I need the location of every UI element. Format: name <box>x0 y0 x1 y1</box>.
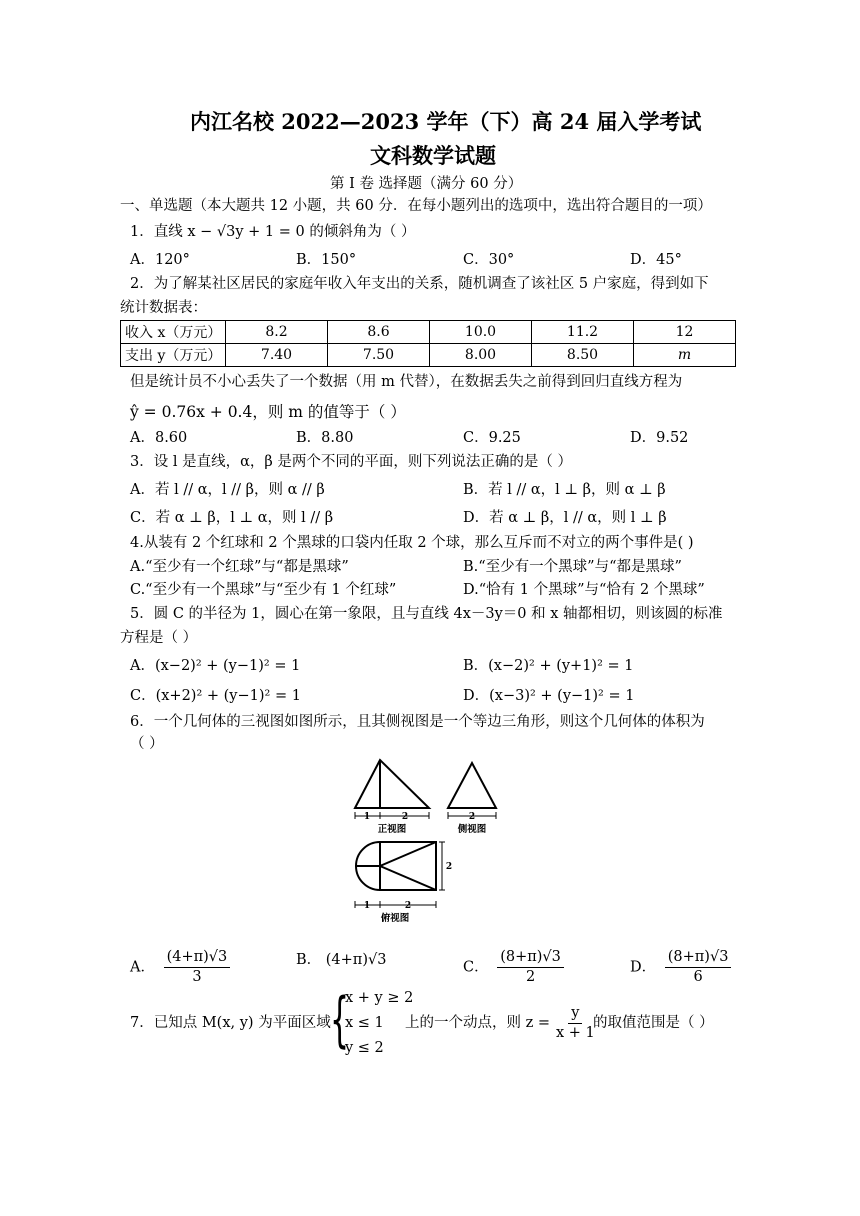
numerator: (8+π)√3 <box>497 948 564 968</box>
q2-stem-line2: 统计数据表： <box>120 300 207 316</box>
q4-option-b: B.“至少有一个黑球”与“都是黑球” <box>463 559 682 575</box>
q7-stem-pre: 7．已知点 M(x, y) 为平面区域 <box>130 1015 331 1031</box>
q6-option-c <box>463 948 564 987</box>
page-title: 内江名校 2022—2023 学年（下）高 24 届入学考试 <box>190 109 702 134</box>
q5-option-c: C．(x+2)² + (y−1)² = 1 <box>130 688 301 704</box>
q6-stem-line1: 6．一个几何体的三视图如图所示，且其侧视图是一个等边三角形，则这个几何体的体积为 <box>130 714 705 730</box>
table-cell: m <box>634 344 736 367</box>
q4-option-a: A.“至少有一个红球”与“都是黑球” <box>130 559 349 575</box>
q7-constraint-2: x ≤ 1 <box>345 1015 384 1031</box>
page-subtitle: 文科数学试题 <box>370 143 496 168</box>
table-cell: 8.6 <box>328 321 430 344</box>
table-cell: 12 <box>634 321 736 344</box>
front-view-label: 正视图 <box>377 824 407 835</box>
numerator: (8+π)√3 <box>665 948 732 968</box>
part-heading: 第 I 卷 选择题（满分 60 分） <box>330 176 523 192</box>
q6-option-c-frac <box>497 948 564 987</box>
q3-option-b: B．若 l // α，l ⊥ β，则 α ⊥ β <box>463 482 666 498</box>
top-dim-height: 2 <box>445 862 453 872</box>
denominator: 2 <box>525 969 536 985</box>
q2-stem-line4: ŷ = 0.76x + 0.4，则 m 的值等于（ ） <box>130 403 406 421</box>
top-view <box>355 842 436 890</box>
q6-option-b <box>296 950 386 970</box>
front-view <box>355 760 429 808</box>
q5-option-d: D．(x−3)² + (y−1)² = 1 <box>463 688 635 704</box>
denominator: x + 1 <box>556 1025 595 1041</box>
q5-option-b: B．(x−2)² + (y+1)² = 1 <box>463 658 634 674</box>
q2-option-c: C．9.25 <box>463 430 521 446</box>
table-row-header: 支出 y（万元） <box>121 344 226 367</box>
top-view-label: 俯视图 <box>380 913 410 924</box>
table-row-header: 收入 x（万元） <box>121 321 226 344</box>
q6-option-b-label: B． <box>296 952 322 968</box>
q1-option-b: B．150° <box>296 252 357 268</box>
q4-option-c: C.“至少有一个黑球”与“至少有 1 个红球” <box>130 582 397 598</box>
numerator: y <box>568 1004 582 1024</box>
q1-option-a: A．120° <box>130 252 190 268</box>
side-view-label: 侧视图 <box>457 824 487 835</box>
side-view <box>448 763 496 808</box>
q6-option-d <box>630 948 731 987</box>
data-table <box>120 320 736 367</box>
q1-option-c: C．30° <box>463 252 515 268</box>
q7-stem-mid: 上的一个动点，则 z = <box>405 1015 551 1031</box>
table-row <box>121 344 736 367</box>
table-cell: 10.0 <box>430 321 532 344</box>
front-dim-1: 1 <box>363 812 371 822</box>
table-cell: 11.2 <box>532 321 634 344</box>
q6-option-b-value: (4+π)√3 <box>325 952 387 968</box>
q7-stem-post: 的取值范围是（ ） <box>593 1015 714 1031</box>
q2-stem-line3: 但是统计员不小心丢失了一个数据（用 m 代替），在数据丢失之前得到回归直线方程为 <box>130 374 683 390</box>
system-brace: { <box>330 985 350 1055</box>
q5-stem-line1: 5．圆 C 的半径为 1，圆心在第一象限，且与直线 4x－3y＝0 和 x 轴都相切，则该圆的标准 <box>130 606 723 622</box>
q2-option-a: A．8.60 <box>130 430 188 446</box>
q6-option-a-frac <box>164 948 231 987</box>
top-dim-2: 2 <box>404 901 412 911</box>
q3-stem: 3．设 l 是直线，α，β 是两个不同的平面，则下列说法正确的是（ ） <box>130 454 572 470</box>
q1-stem: 1．直线 x − √3y + 1 = 0 的倾斜角为（ ） <box>130 224 416 240</box>
q2-option-d: D．9.52 <box>630 430 689 446</box>
q2-stem-line1: 2．为了解某社区居民的家庭年收入年支出的关系，随机调查了该社区 5 户家庭，得到如下 <box>130 276 709 292</box>
q4-stem: 4.从装有 2 个红球和 2 个黑球的口袋内任取 2 个球，那么互斥而不对立的两个事件是( ) <box>130 535 694 551</box>
z-fraction <box>553 1004 598 1043</box>
section-heading: 一、单选题（本大题共 12 小题，共 60 分．在每小题列出的选项中，选出符合题目的一项） <box>120 198 712 214</box>
q6-option-a-label: A． <box>130 959 155 976</box>
denominator: 6 <box>693 969 703 985</box>
q7-constraint-1: x + y ≥ 2 <box>345 990 414 1006</box>
q6-option-a <box>130 948 230 987</box>
numerator: (4+π)√3 <box>164 948 231 968</box>
denominator: 3 <box>192 969 202 985</box>
q6-option-c-label: C． <box>463 959 489 976</box>
q3-option-a: A．若 l // α，l // β，则 α // β <box>130 482 325 498</box>
table-cell: 7.40 <box>226 344 328 367</box>
q6-option-d-frac <box>665 948 732 987</box>
side-dim-2: 2 <box>468 812 476 822</box>
q5-option-a: A．(x−2)² + (y−1)² = 1 <box>130 658 301 674</box>
q4-option-d: D.“恰有 1 个黑球”与“恰有 2 个黑球” <box>463 582 705 598</box>
top-dim-1: 1 <box>363 901 371 911</box>
front-dim-2: 2 <box>401 812 409 822</box>
q3-option-d: D．若 α ⊥ β，l // α，则 l ⊥ β <box>463 510 667 526</box>
q7-fraction <box>553 1004 598 1043</box>
table-cell: 8.50 <box>532 344 634 367</box>
q2-option-b: B．8.80 <box>296 430 354 446</box>
table-cell: 7.50 <box>328 344 430 367</box>
table-cell: 8.2 <box>226 321 328 344</box>
q6-option-d-label: D． <box>630 959 657 976</box>
q7-constraint-3: y ≤ 2 <box>345 1040 384 1056</box>
q5-stem-line2: 方程是（ ） <box>120 630 198 646</box>
q6-stem-line2: （ ） <box>130 736 164 752</box>
q1-option-d: D．45° <box>630 252 682 268</box>
three-view-figure <box>350 755 510 930</box>
q3-option-c: C．若 α ⊥ β，l ⊥ α，则 l // β <box>130 510 334 526</box>
table-row <box>121 321 736 344</box>
table-cell: 8.00 <box>430 344 532 367</box>
